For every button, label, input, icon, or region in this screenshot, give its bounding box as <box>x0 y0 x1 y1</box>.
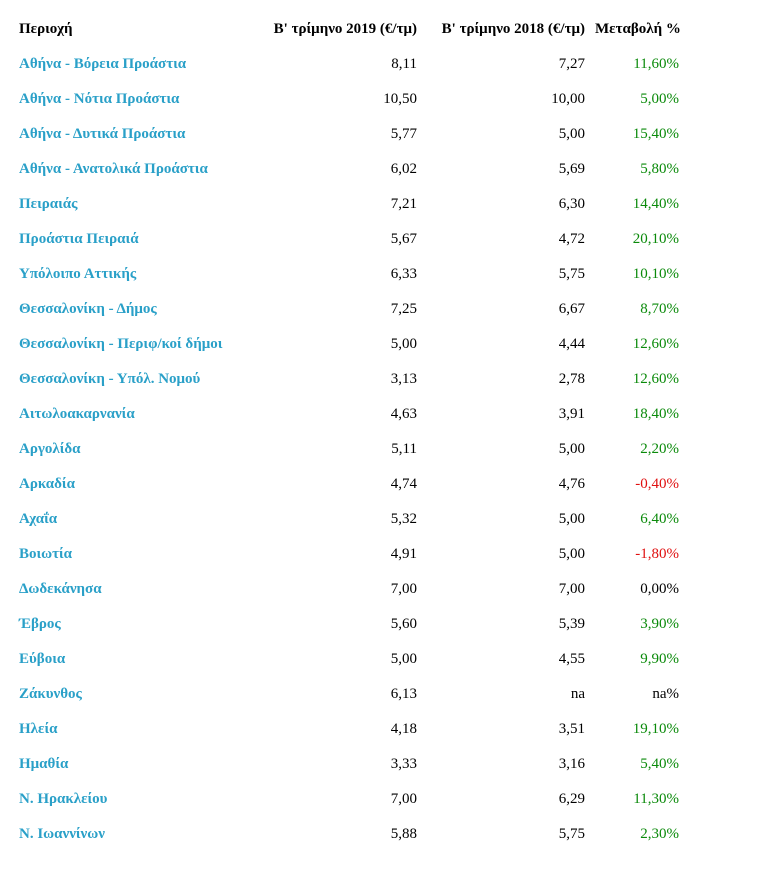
region-link[interactable]: Αθήνα - Δυτικά Προάστια <box>19 126 186 142</box>
value-q2-2018: 4,44 <box>558 336 585 352</box>
value-q2-2019: 4,91 <box>390 546 417 562</box>
table-row <box>14 747 684 782</box>
value-q2-2019: 5,11 <box>391 441 417 457</box>
change-percent: 6,40% <box>640 511 679 527</box>
value-q2-2019: 3,33 <box>390 756 417 772</box>
change-percent: 11,30% <box>633 791 679 807</box>
region-link[interactable]: Υπόλοιπο Αττικής <box>19 266 137 282</box>
value-q2-2018: 5,75 <box>558 826 585 842</box>
change-percent: 10,10% <box>632 266 679 282</box>
table-row <box>14 642 684 677</box>
value-q2-2019: 7,21 <box>390 196 417 212</box>
value-q2-2018: 3,91 <box>558 406 585 422</box>
value-q2-2019: 4,74 <box>390 476 417 492</box>
table-row <box>14 222 684 257</box>
value-q2-2019: 6,13 <box>390 686 417 702</box>
value-q2-2019: 5,88 <box>390 826 417 842</box>
table-row <box>14 257 684 292</box>
table-row <box>14 502 684 537</box>
region-link[interactable]: Αθήνα - Βόρεια Προάστια <box>19 56 187 72</box>
region-link[interactable]: Θεσσαλονίκη - Δήμος <box>19 301 157 317</box>
table-row <box>14 292 684 327</box>
change-percent: 8,70% <box>640 301 679 317</box>
value-q2-2018: 6,29 <box>558 791 585 807</box>
header-change: Μεταβολή % <box>595 21 681 37</box>
region-link[interactable]: Ζάκυνθος <box>19 686 82 702</box>
change-percent: 3,90% <box>640 616 679 632</box>
value-q2-2019: 3,13 <box>390 371 417 387</box>
value-q2-2018: 7,27 <box>558 56 585 72</box>
value-q2-2019: 5,00 <box>390 651 417 667</box>
region-link[interactable]: Ημαθία <box>19 756 69 772</box>
value-q2-2018: 3,51 <box>558 721 585 737</box>
value-q2-2018: 5,75 <box>558 266 585 282</box>
price-table <box>14 12 684 852</box>
table-row <box>14 117 684 152</box>
region-link[interactable]: Δωδεκάνησα <box>19 581 102 597</box>
change-percent: 2,30% <box>640 826 679 842</box>
value-q2-2019: 7,25 <box>390 301 417 317</box>
value-q2-2018: 5,69 <box>558 161 585 177</box>
table-row <box>14 782 684 817</box>
value-q2-2019: 4,18 <box>390 721 417 737</box>
table-row <box>14 47 684 82</box>
value-q2-2018: na <box>570 686 585 702</box>
change-percent: 15,40% <box>632 126 679 142</box>
value-q2-2018: 5,00 <box>558 546 585 562</box>
change-percent: 5,40% <box>640 756 679 772</box>
region-link[interactable]: Ηλεία <box>19 721 58 737</box>
change-percent: 0,00% <box>640 581 679 597</box>
change-percent: 18,40% <box>632 406 679 422</box>
region-link[interactable]: Προάστια Πειραιά <box>19 231 139 247</box>
change-percent: -1,80% <box>635 546 679 562</box>
change-percent: 11,60% <box>633 56 679 72</box>
region-link[interactable]: Αρκαδία <box>19 476 75 492</box>
region-link[interactable]: Βοιωτία <box>19 546 73 562</box>
region-link[interactable]: Αχαΐα <box>19 511 58 527</box>
change-percent: na% <box>652 686 679 702</box>
table-row <box>14 327 684 362</box>
region-link[interactable]: Αιτωλοακαρνανία <box>19 406 135 422</box>
table-row <box>14 537 684 572</box>
value-q2-2019: 5,77 <box>390 126 417 142</box>
change-percent: 19,10% <box>632 721 679 737</box>
value-q2-2019: 5,00 <box>390 336 417 352</box>
value-q2-2018: 5,00 <box>558 511 585 527</box>
table-row <box>14 362 684 397</box>
table-row <box>14 467 684 502</box>
table-row <box>14 607 684 642</box>
value-q2-2019: 7,00 <box>390 581 417 597</box>
value-q2-2019: 10,50 <box>383 91 417 107</box>
table-row <box>14 572 684 607</box>
change-percent: 9,90% <box>640 651 679 667</box>
value-q2-2018: 3,16 <box>558 756 585 772</box>
value-q2-2019: 5,60 <box>390 616 417 632</box>
value-q2-2018: 6,67 <box>558 301 585 317</box>
value-q2-2018: 4,72 <box>558 231 585 247</box>
region-link[interactable]: Πειραιάς <box>19 196 78 212</box>
header-q2-2019: Β' τρίμηνο 2019 (€/τμ) <box>273 21 417 37</box>
change-percent: 2,20% <box>640 441 679 457</box>
region-link[interactable]: Εύβοια <box>19 651 66 667</box>
region-link[interactable]: Ν. Ιωαννίνων <box>19 826 105 842</box>
table-row <box>14 677 684 712</box>
region-link[interactable]: Αθήνα - Ανατολικά Προάστια <box>19 161 208 177</box>
value-q2-2018: 5,00 <box>558 441 585 457</box>
value-q2-2018: 5,00 <box>558 126 585 142</box>
value-q2-2019: 5,32 <box>390 511 417 527</box>
table-row <box>14 432 684 467</box>
region-link[interactable]: Θεσσαλονίκη - Υπόλ. Νομού <box>19 371 201 387</box>
table-row <box>14 712 684 747</box>
region-link[interactable]: Έβρος <box>19 616 61 632</box>
header-region: Περιοχή <box>19 21 73 37</box>
region-link[interactable]: Αργολίδα <box>19 441 81 457</box>
value-q2-2018: 10,00 <box>551 91 585 107</box>
change-percent: 5,00% <box>640 91 679 107</box>
value-q2-2019: 5,67 <box>390 231 417 247</box>
table-row <box>14 187 684 222</box>
value-q2-2019: 4,63 <box>390 406 417 422</box>
value-q2-2018: 6,30 <box>558 196 585 212</box>
change-percent: -0,40% <box>635 476 679 492</box>
value-q2-2018: 7,00 <box>558 581 585 597</box>
change-percent: 14,40% <box>632 196 679 212</box>
table-row <box>14 82 684 117</box>
region-link[interactable]: Ν. Ηρακλείου <box>19 791 108 807</box>
table-row <box>14 817 684 852</box>
value-q2-2018: 4,76 <box>558 476 585 492</box>
region-link[interactable]: Θεσσαλονίκη - Περιφ/κοί δήμοι <box>19 336 223 352</box>
header-q2-2018: Β' τρίμηνο 2018 (€/τμ) <box>441 21 585 37</box>
value-q2-2019: 6,02 <box>390 161 417 177</box>
value-q2-2018: 5,39 <box>558 616 585 632</box>
value-q2-2018: 4,55 <box>558 651 585 667</box>
change-percent: 20,10% <box>632 231 679 247</box>
change-percent: 12,60% <box>632 371 679 387</box>
region-link[interactable]: Αθήνα - Νότια Προάστια <box>19 91 180 107</box>
change-percent: 5,80% <box>640 161 679 177</box>
value-q2-2018: 2,78 <box>558 371 585 387</box>
value-q2-2019: 7,00 <box>390 791 417 807</box>
value-q2-2019: 8,11 <box>391 56 417 72</box>
table-row <box>14 152 684 187</box>
table-header-row <box>14 12 684 47</box>
table-body <box>14 47 684 852</box>
table-row <box>14 397 684 432</box>
value-q2-2019: 6,33 <box>390 266 417 282</box>
change-percent: 12,60% <box>632 336 679 352</box>
